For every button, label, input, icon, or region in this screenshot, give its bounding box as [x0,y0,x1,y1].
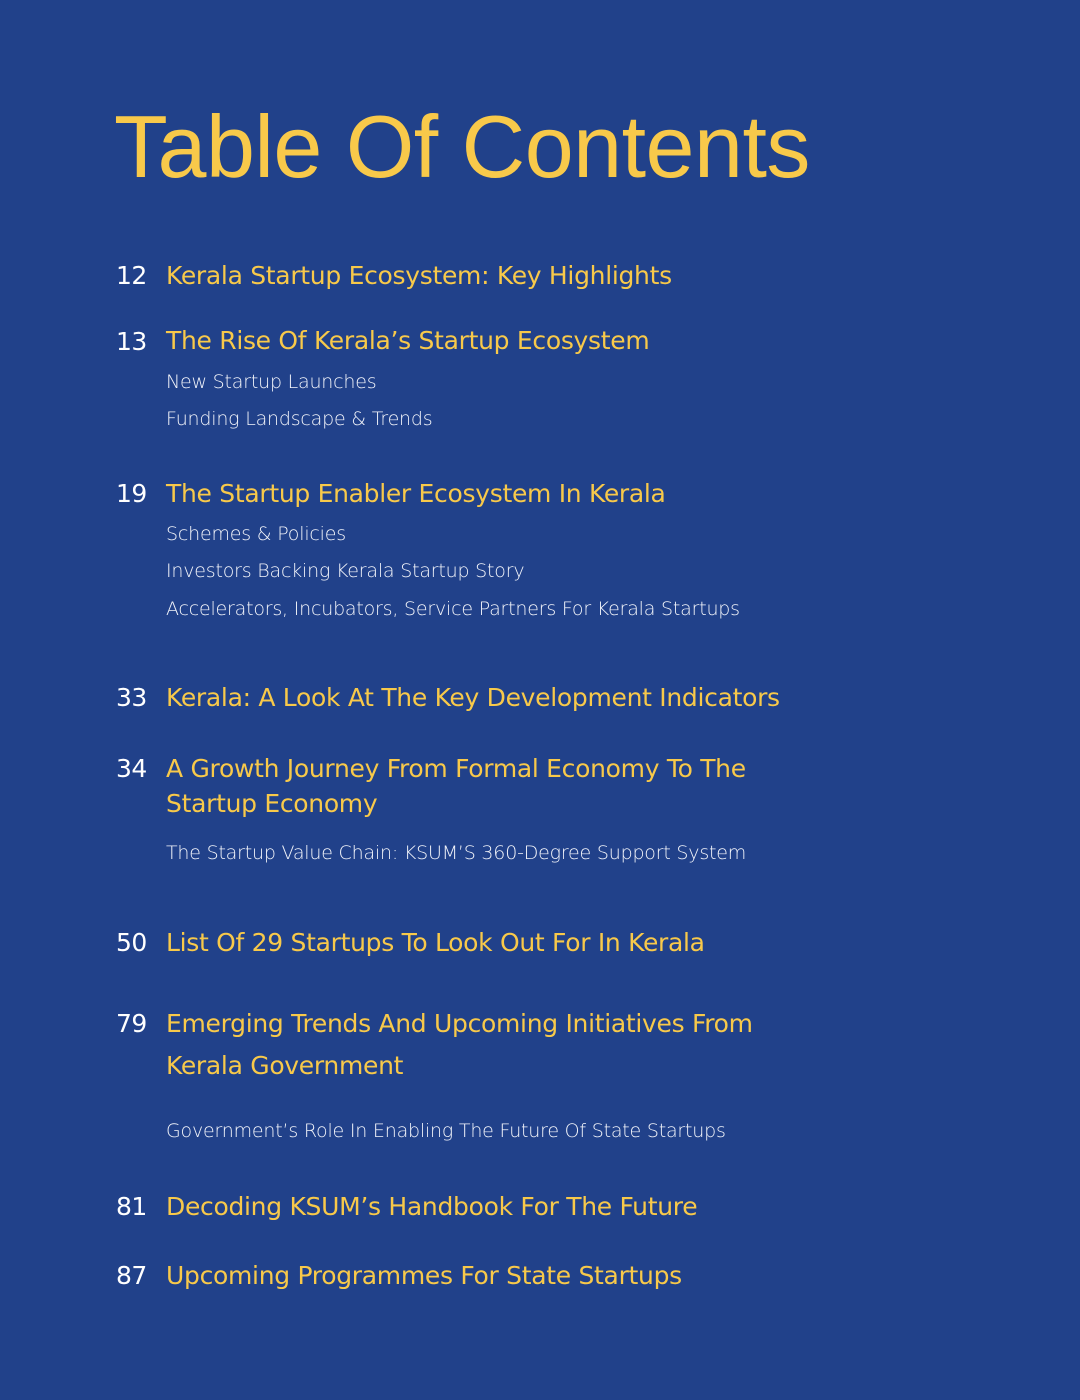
toc-entry-title[interactable]: A Growth Journey From Formal Economy To The [166,754,746,783]
toc-entry-title[interactable]: The Startup Enabler Ecosystem In Kerala [166,479,666,508]
toc-subitem[interactable]: Investors Backing Kerala Startup Story [166,560,525,582]
toc-entry-title-line-2[interactable]: Startup Economy [166,789,378,818]
toc-entry-title[interactable]: Kerala: A Look At The Key Development Indicators [166,683,780,712]
toc-subitem[interactable]: New Startup Launches [166,371,377,393]
toc-page-number: 12 [116,261,147,290]
toc-page-number: 19 [116,479,147,508]
toc-page-number: 34 [116,754,147,783]
toc-page-number: 87 [116,1261,147,1290]
toc-subitem[interactable]: Accelerators, Incubators, Service Partners For Kerala Startups [166,598,740,620]
page-title: Table Of Contents [114,97,810,196]
toc-entry-title[interactable]: Emerging Trends And Upcoming Initiatives From [166,1009,753,1038]
toc-entry-title[interactable]: Kerala Startup Ecosystem: Key Highlights [166,261,672,290]
toc-page-number: 50 [116,928,147,957]
toc-entry-title[interactable]: The Rise Of Kerala’s Startup Ecosystem [166,326,650,355]
toc-page-number: 33 [116,683,147,712]
toc-entry-title[interactable]: List Of 29 Startups To Look Out For In Kerala [166,928,705,957]
toc-page-number: 81 [116,1192,147,1221]
toc-subitem[interactable]: Schemes & Policies [166,523,346,545]
toc-entry-title[interactable]: Decoding KSUM’s Handbook For The Future [166,1192,698,1221]
toc-page-number: 79 [116,1009,147,1038]
toc-page-number: 13 [116,327,147,356]
toc-entry-title-line-2[interactable]: Kerala Government [166,1051,404,1080]
toc-subitem[interactable]: The Startup Value Chain: KSUM’S 360-Degree Support System [166,842,747,864]
toc-subitem[interactable]: Government’s Role In Enabling The Future Of State Startups [166,1120,726,1142]
toc-entry-title[interactable]: Upcoming Programmes For State Startups [166,1261,682,1290]
toc-subitem[interactable]: Funding Landscape & Trends [166,408,433,430]
